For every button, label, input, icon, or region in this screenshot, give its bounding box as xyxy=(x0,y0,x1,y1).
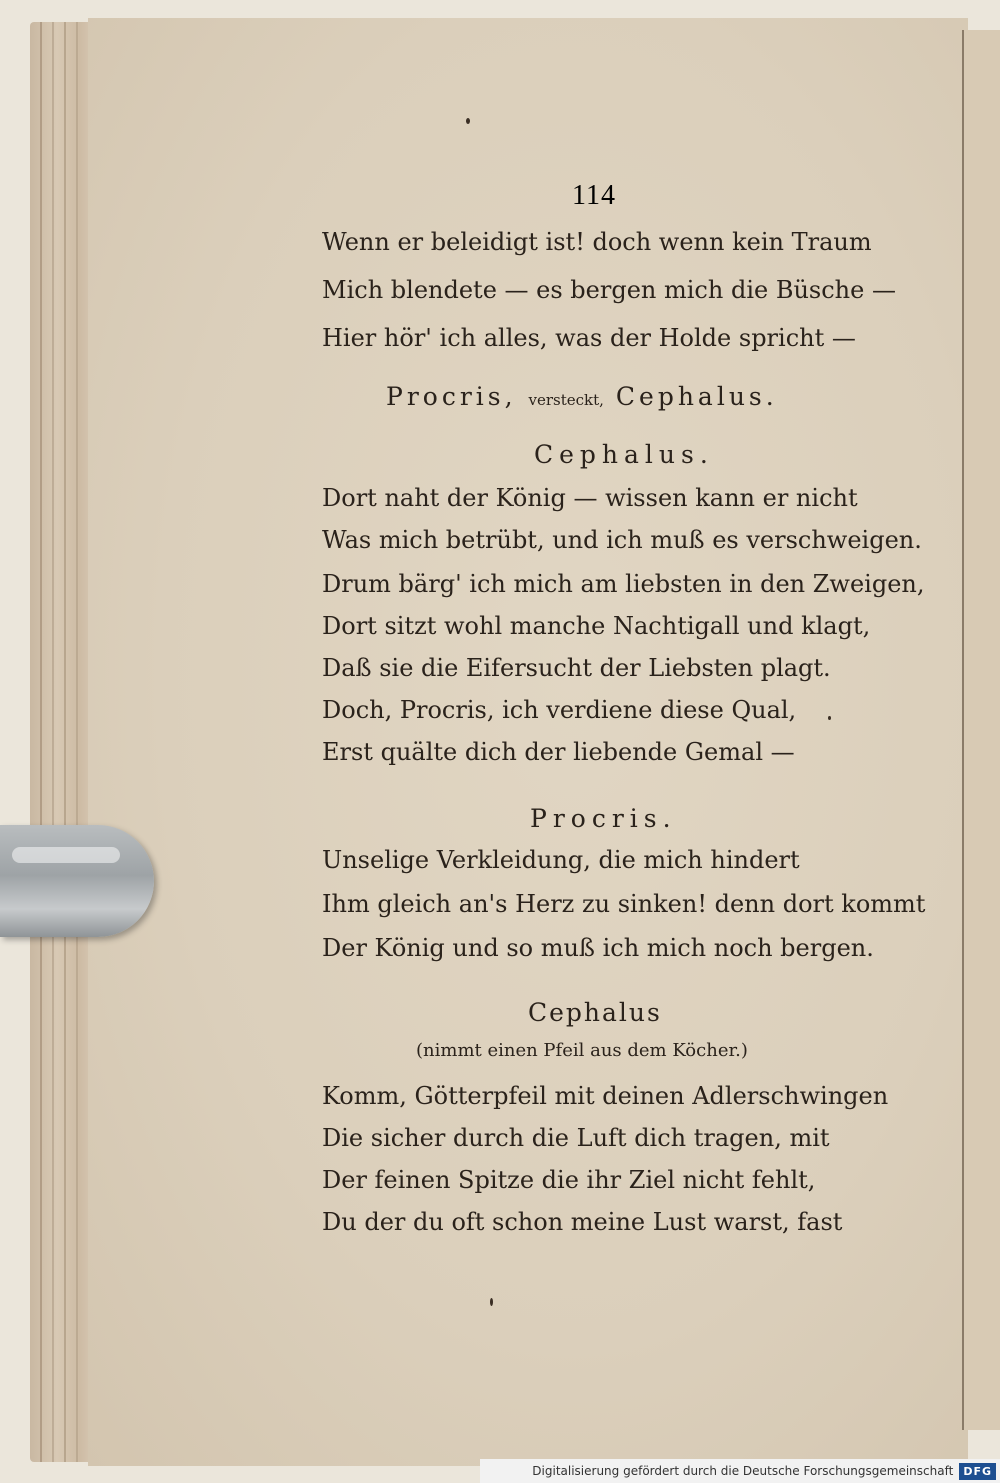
verse-line: Mich blendete — es bergen mich die Büsche — xyxy=(322,276,896,304)
verse-line: Dort naht der König — wissen kann er nicht xyxy=(322,484,858,512)
verse-line: Der König und so muß ich mich noch bergen. xyxy=(322,934,874,962)
credit-text: Digitalisierung gefördert durch die Deutsche Forschungsgemeinschaft xyxy=(532,1464,954,1478)
stage-character-cephalus: Cephalus. xyxy=(615,382,778,411)
verse-line: Daß sie die Eifersucht der Liebsten plagt. xyxy=(322,654,831,682)
stage-note: versteckt, xyxy=(528,391,604,409)
ink-speck xyxy=(466,118,470,124)
verse-line: Drum bärg' ich mich am liebsten in den Zweigen, xyxy=(322,570,925,598)
stage-direction: (nimmt einen Pfeil aus dem Köcher.) xyxy=(416,1040,748,1061)
verse-line: Was mich betrübt, und ich muß es verschweigen. xyxy=(322,526,922,554)
verse-line: Doch, Procris, ich verdiene diese Qual, xyxy=(322,696,797,724)
verse-line: Hier hör' ich alles, was der Holde spricht — xyxy=(322,324,856,352)
speaker-cephalus: Cephalus. xyxy=(534,440,714,469)
ink-speck xyxy=(490,1298,493,1306)
speaker-procris: Procris. xyxy=(530,804,677,833)
page-number: 114 xyxy=(572,180,616,211)
verse-line: Du der du oft schon meine Lust warst, fast xyxy=(322,1208,843,1236)
verse-line: Komm, Götterpfeil mit deinen Adlerschwingen xyxy=(322,1082,889,1110)
speaker-cephalus: Cephalus xyxy=(528,998,662,1027)
verse-line: Der feinen Spitze die ihr Ziel nicht fehlt, xyxy=(322,1166,816,1194)
verse-line: Dort sitzt wohl manche Nachtigall und klagt, xyxy=(322,612,871,640)
stage-character-procris: Procris, xyxy=(386,382,517,411)
verse-line: Die sicher durch die Luft dich tragen, mit xyxy=(322,1124,830,1152)
verse-line: Erst quälte dich der liebende Gemal — xyxy=(322,738,795,766)
stage-heading xyxy=(386,382,778,411)
verse-line: Unselige Verkleidung, die mich hindert xyxy=(322,846,800,874)
credit-bar xyxy=(480,1459,1000,1483)
verse-line: Wenn er beleidigt ist! doch wenn kein Traum xyxy=(322,228,872,256)
dfg-logo: DFG xyxy=(959,1463,996,1480)
facing-page-edge xyxy=(962,30,1000,1430)
ink-speck xyxy=(828,716,831,720)
bookmark-clip xyxy=(0,825,154,937)
verse-line: Ihm gleich an's Herz zu sinken! denn dort kommt xyxy=(322,890,926,918)
